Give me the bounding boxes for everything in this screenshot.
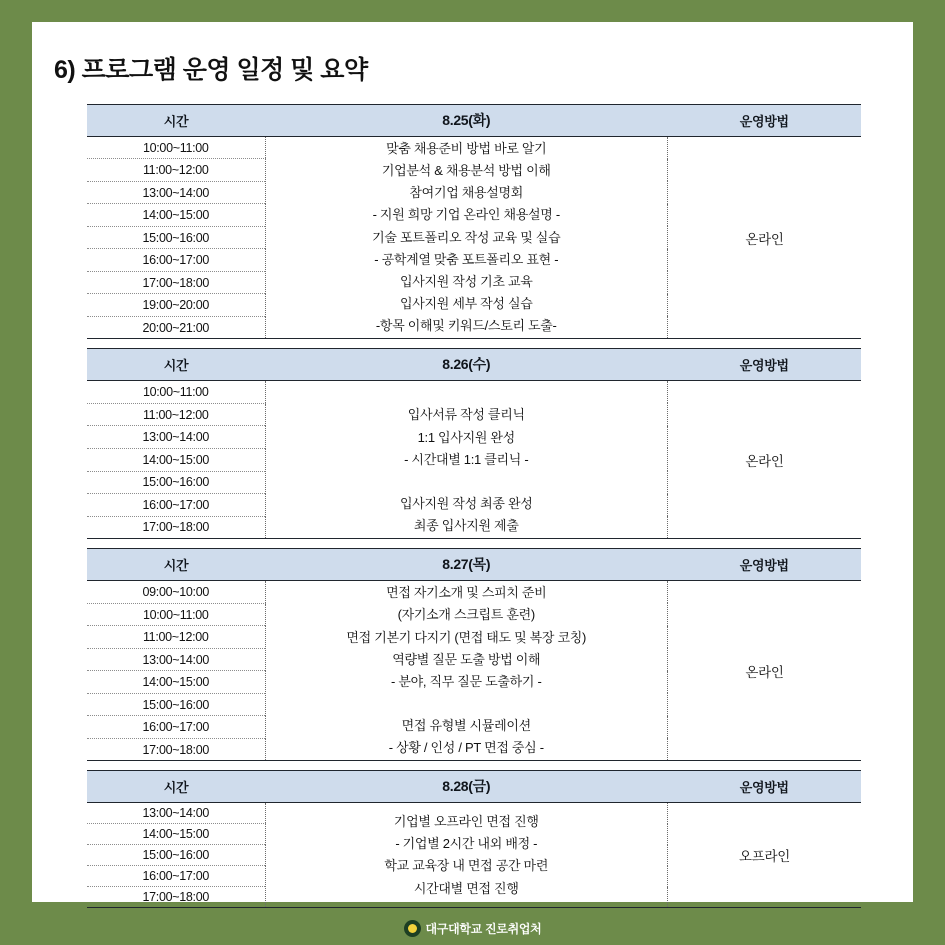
method-cell: 온라인: [745, 453, 784, 469]
content-cell: [265, 381, 667, 538]
time-cell: 14:00~15:00: [87, 204, 265, 226]
content-line: 기업분석 & 채용분석 방법 이해: [381, 163, 551, 179]
time-cell: 14:00~15:00: [87, 448, 265, 471]
content-cell: [265, 137, 667, 339]
header-time: 시간: [87, 771, 265, 803]
content-line: - 지원 희망 기업 온라인 채용설명 -: [372, 207, 560, 223]
header-date: 8.27(목): [265, 549, 667, 581]
header-time: 시간: [87, 549, 265, 581]
content-line: 학교 교육장 내 면접 공간 마련: [384, 858, 549, 874]
page-title: 6) 프로그램 운영 일정 및 요약: [54, 56, 368, 84]
method-cell: 온라인: [745, 231, 784, 247]
content-cell: [265, 803, 667, 908]
table-row: [87, 137, 861, 159]
content-line: 입사지원 작성 기초 교육: [399, 273, 533, 289]
table-row: [87, 381, 861, 404]
schedule-table-0826: [87, 348, 861, 539]
content-line: 입사서류 작성 클리닉: [407, 407, 525, 423]
time-cell: 11:00~12:00: [87, 159, 265, 181]
schedule-table-0825: [87, 104, 861, 339]
content-line: 면접 기본기 다지기 (면접 태도 및 복장 코칭): [346, 629, 587, 645]
content-line: - 분야, 직무 질문 도출하기 -: [390, 673, 542, 689]
block-divider: [87, 760, 861, 761]
time-cell: 19:00~20:00: [87, 294, 265, 316]
content-line: -항목 이해및 키워드/스토리 도출-: [375, 318, 557, 334]
time-cell: 17:00~18:00: [87, 271, 265, 293]
time-cell: 10:00~11:00: [87, 603, 265, 626]
footer-text: 대구대학교 진로취업처: [425, 922, 542, 936]
content-line: - 시간대별 1:1 클리닉 -: [404, 451, 529, 467]
content-line: 시간대별 면접 진행: [413, 880, 519, 896]
header-date: 8.26(수): [265, 349, 667, 381]
footer: [0, 920, 945, 937]
time-cell: 11:00~12:00: [87, 626, 265, 649]
time-cell: 13:00~14:00: [87, 426, 265, 449]
table-header-row: [87, 549, 861, 581]
time-cell: 17:00~18:00: [142, 520, 210, 535]
header-time: 시간: [87, 349, 265, 381]
content-line: 참여기업 채용설명회: [409, 185, 524, 201]
header-date: 8.28(금): [265, 771, 667, 803]
time-cell: 14:00~15:00: [87, 824, 265, 845]
time-cell: 17:00~18:00: [142, 890, 210, 905]
time-cell: 13:00~14:00: [87, 181, 265, 203]
time-cell: 09:00~10:00: [87, 581, 265, 604]
content-line: 입사지원 세부 작성 실습: [399, 295, 533, 311]
table-row: [87, 581, 861, 604]
time-cell: 17:00~18:00: [142, 742, 210, 757]
time-cell: 15:00~16:00: [87, 693, 265, 716]
time-cell: 20:00~21:00: [142, 320, 210, 335]
time-cell: 14:00~15:00: [87, 671, 265, 694]
method-cell: 오프라인: [739, 849, 790, 865]
schedule-table-0828: [87, 770, 861, 908]
header-time: 시간: [87, 105, 265, 137]
time-cell: 13:00~14:00: [87, 803, 265, 824]
time-cell: 16:00~17:00: [87, 249, 265, 271]
time-cell: 11:00~12:00: [87, 403, 265, 426]
content-line: 1:1 입사지원 완성: [417, 429, 515, 445]
time-cell: 15:00~16:00: [87, 471, 265, 494]
time-cell: 10:00~11:00: [87, 137, 265, 159]
header-method: 운영방법: [667, 771, 861, 803]
time-cell: 15:00~16:00: [87, 226, 265, 248]
document-page: [32, 22, 913, 905]
schedule-tables: [87, 104, 861, 908]
content-line: 역량별 질문 도출 방법 이해: [392, 651, 541, 667]
content-line: [267, 382, 666, 404]
content-line: - 공학계열 맞춤 포트폴리오 표현 -: [374, 251, 559, 267]
header-date: 8.25(화): [265, 105, 667, 137]
time-cell: 16:00~17:00: [87, 716, 265, 739]
content-line: 기술 포트폴리오 작성 교육 및 실습: [372, 229, 561, 245]
content-line: [267, 471, 666, 493]
content-line: 면접 유형별 시뮬레이션: [401, 718, 531, 734]
block-divider: [87, 338, 861, 339]
table-row: [87, 803, 861, 824]
content-line: 최종 입사지원 제출: [413, 518, 519, 534]
content-line: (자기소개 스크립트 훈련): [397, 607, 535, 623]
schedule-table-0827: [87, 548, 861, 761]
time-cell: 13:00~14:00: [87, 648, 265, 671]
university-logo-icon: [404, 920, 421, 937]
table-header-row: [87, 771, 861, 803]
content-line: 면접 자기소개 및 스피치 준비: [386, 585, 547, 601]
header-method: 운영방법: [667, 349, 861, 381]
content-line: 기업별 오프라인 면접 진행: [393, 814, 539, 830]
table-header-row: [87, 349, 861, 381]
time-cell: 15:00~16:00: [87, 845, 265, 866]
content-line: 맞춤 채용준비 방법 바로 알기: [386, 141, 547, 156]
time-cell: 16:00~17:00: [87, 866, 265, 887]
content-cell: [265, 581, 667, 761]
block-divider: [87, 538, 861, 539]
time-cell: 16:00~17:00: [87, 494, 265, 517]
method-cell: 온라인: [745, 664, 784, 680]
content-line: - 기업별 2시간 내외 배정 -: [395, 836, 538, 852]
time-cell: 10:00~11:00: [87, 381, 265, 404]
table-header-row: [87, 105, 861, 137]
header-method: 운영방법: [667, 549, 861, 581]
content-line: - 상황 / 인성 / PT 면접 중심 -: [388, 740, 544, 756]
content-line: [267, 693, 666, 715]
content-line: 입사지원 작성 최종 완성: [399, 495, 533, 511]
header-method: 운영방법: [667, 105, 861, 137]
block-divider: [87, 907, 861, 908]
